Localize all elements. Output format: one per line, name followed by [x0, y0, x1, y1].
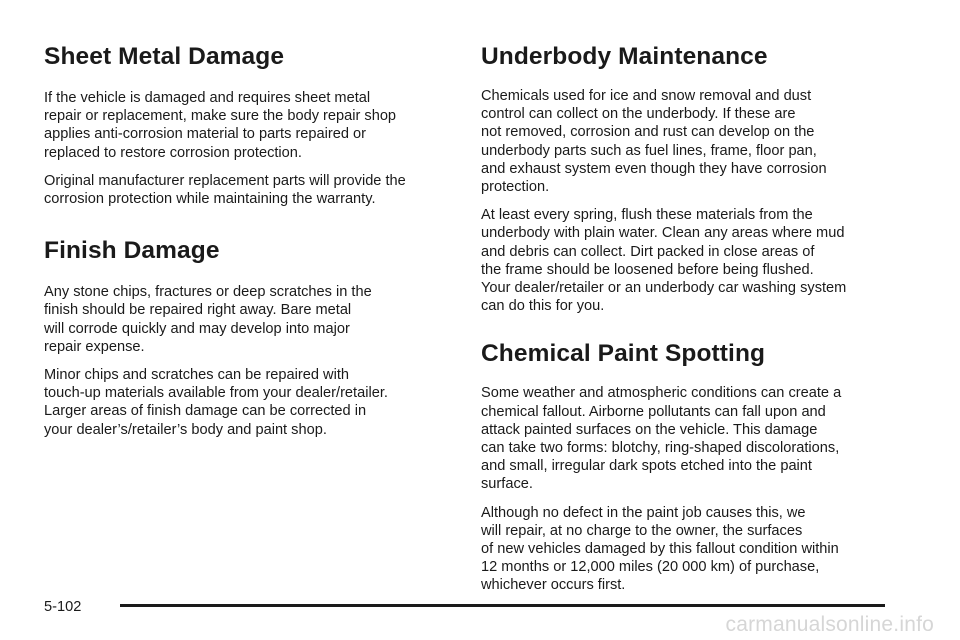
section-heading: Chemical Paint Spotting [481, 340, 766, 368]
text-line: finish should be repaired right away. Bare metal [44, 302, 352, 319]
text-line: Your dealer/retailer or an underbody car washing system [481, 280, 847, 297]
text-line: underbody parts such as fuel lines, frame, floor pan, [481, 142, 817, 159]
text-line: repair or replacement, make sure the body repair shop [44, 108, 397, 125]
text-line: underbody with plain water. Clean any areas where mud [481, 225, 845, 242]
text-line: corrosion protection while maintaining the warranty. [44, 191, 376, 208]
text-line: surface. [481, 476, 533, 493]
text-line: and small, irregular dark spots etched into the paint [481, 458, 812, 475]
text-line: Some weather and atmospheric conditions can create a [481, 385, 842, 402]
text-line: touch-up materials available from your dealer/retailer. [44, 385, 388, 402]
text-line: not removed, corrosion and rust can develop on the [481, 124, 815, 141]
text-line: can take two forms: blotchy, ring-shaped discolorations, [481, 440, 840, 457]
page-number: 5-102 [44, 599, 82, 615]
text-line: 12 months or 12,000 miles (20 000 km) of purchase, [481, 559, 820, 576]
section-heading: Underbody Maintenance [481, 43, 768, 70]
section-underbody-maintenance [481, 42, 897, 315]
section-finish-damage [44, 236, 460, 439]
text-line: attack painted surfaces on the vehicle. This damage [481, 421, 818, 438]
footer-divider [120, 604, 885, 607]
text-line: Any stone chips, fractures or deep scratches in the [44, 284, 372, 301]
text-line: will repair, at no charge to the owner, the surfaces [481, 522, 803, 539]
text-line: the frame should be loosened before being flushed. [481, 261, 814, 278]
text-line: Minor chips and scratches can be repaired with [44, 367, 350, 384]
section-heading: Finish Damage [44, 237, 220, 265]
paragraph [44, 366, 460, 439]
text-line: your dealer’s/retailer’s body and paint shop. [44, 421, 327, 438]
paragraph [481, 384, 897, 493]
text-line: control can collect on the underbody. If these are [481, 106, 796, 123]
right-column [481, 42, 897, 605]
paragraph [44, 172, 460, 208]
paragraph [481, 504, 897, 595]
text-line: and exhaust system even though they have corrosion [481, 160, 827, 177]
paragraph [481, 206, 897, 315]
text-line: Larger areas of finish damage can be corrected in [44, 403, 367, 420]
paragraph [481, 87, 897, 196]
text-line: If the vehicle is damaged and requires sheet metal [44, 90, 371, 106]
section-sheet-metal-damage [44, 42, 460, 208]
text-line: Original manufacturer replacement parts will provide the [44, 172, 406, 189]
text-line: Although no defect in the paint job causes this, we [481, 504, 806, 521]
text-line: repair expense. [44, 338, 145, 355]
text-line: protection. [481, 179, 550, 196]
text-line: of new vehicles damaged by this fallout condition within [481, 541, 839, 558]
text-line: and debris can collect. Dirt packed in close areas of [481, 243, 815, 260]
text-line: At least every spring, flush these materials from the [481, 207, 813, 224]
section-spacer [44, 218, 460, 236]
section-spacer [481, 325, 897, 339]
paragraph [44, 89, 460, 162]
text-line: Chemicals used for ice and snow removal and dust [481, 88, 812, 104]
text-line: chemical fallout. Airborne pollutants can fall upon and [481, 403, 826, 420]
text-line: applies anti-corrosion material to parts repaired or [44, 126, 367, 143]
text-line: whichever occurs first. [481, 577, 626, 594]
paragraph [44, 283, 460, 356]
text-line: can do this for you. [481, 298, 605, 315]
section-chemical-paint-spotting [481, 339, 897, 594]
section-heading: Sheet Metal Damage [44, 43, 285, 70]
text-line: replaced to restore corrosion protection. [44, 144, 302, 161]
left-column [44, 42, 460, 449]
text-line: will corrode quickly and may develop into major [44, 320, 350, 337]
watermark: carmanualsonline.info [725, 613, 934, 636]
